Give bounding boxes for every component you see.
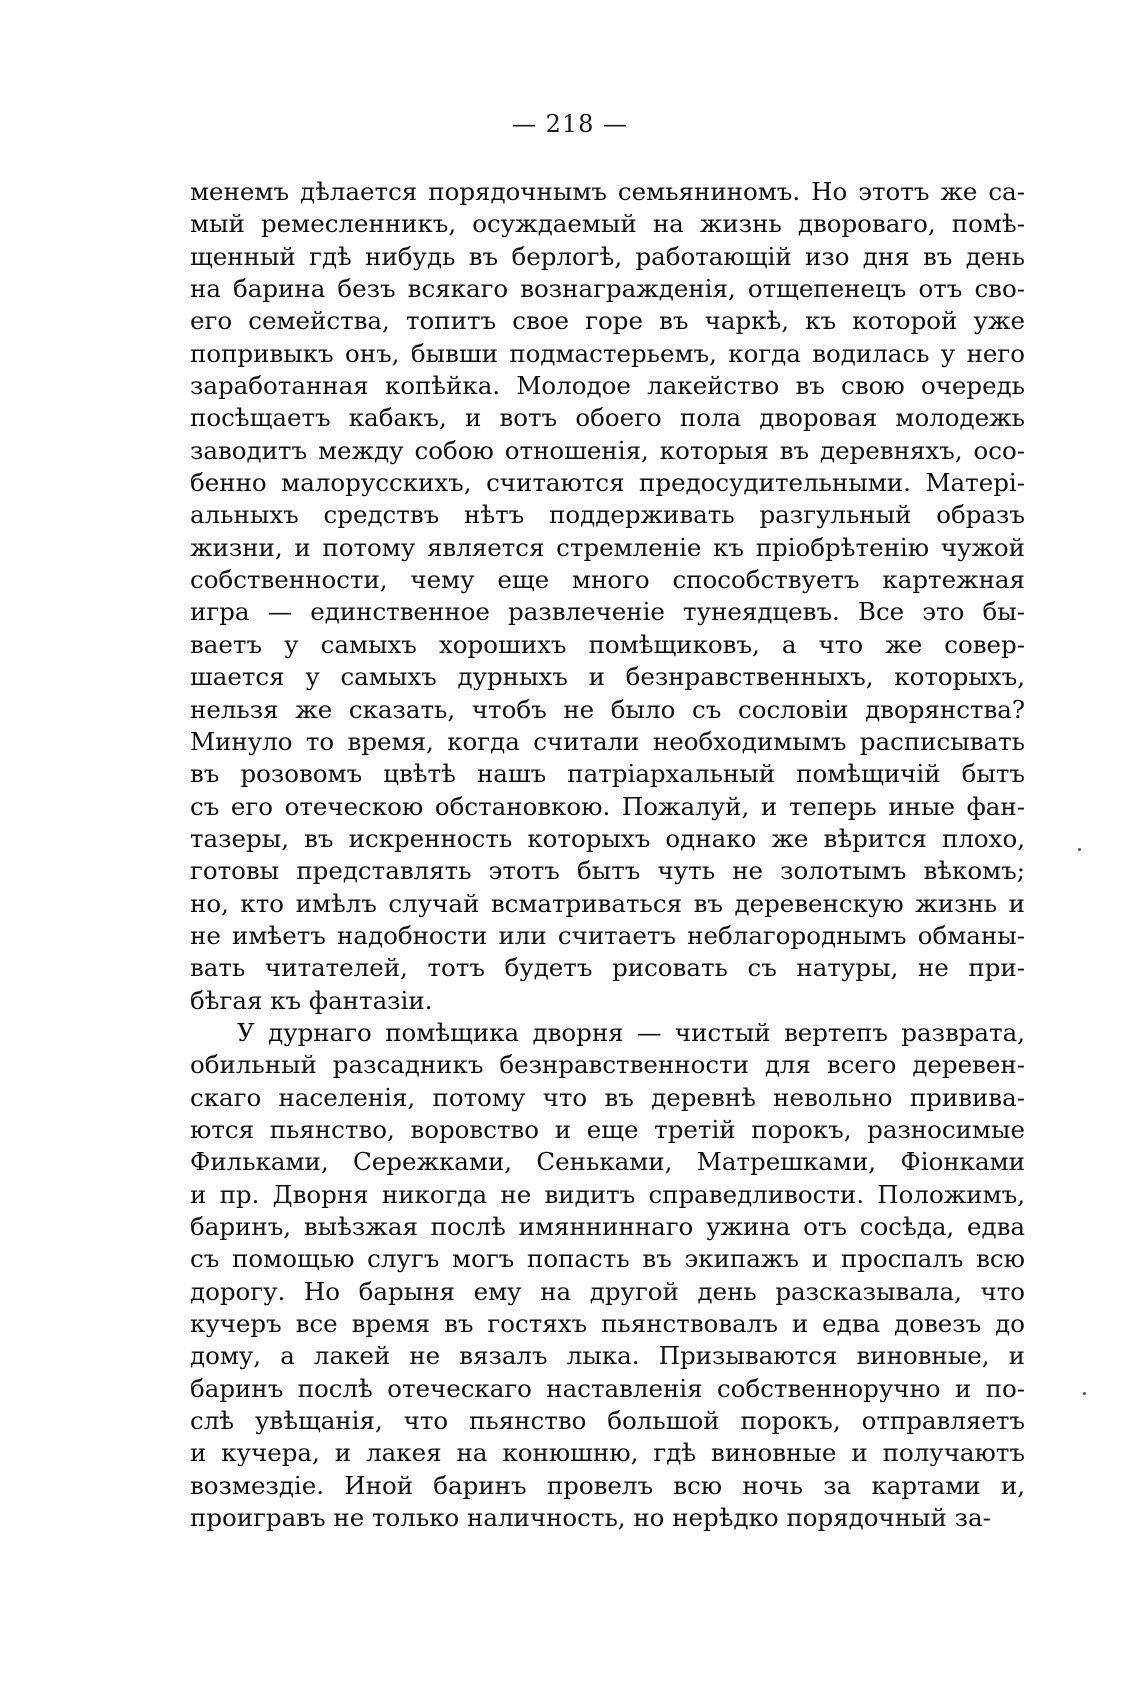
text-line: попривыкъ онъ, бывши подмастерьемъ, когда водилась у него: [190, 338, 1025, 368]
body-text: [190, 176, 1025, 1534]
text-line: дорогу. Но барыня ему на другой день разсказывала, что: [190, 1276, 1025, 1306]
text-line: и кучера, и лакея на конюшню, гдѣ виновные и получаютъ: [190, 1438, 1025, 1468]
text-line: заводитъ между собою отношенія, которыя въ деревняхъ, осо-: [190, 435, 1025, 465]
text-line: ются пьянство, воровство и еще третій порокъ, разносимые: [190, 1114, 1025, 1144]
text-line: обильный разсадникъ безнравственности для всего деревен-: [190, 1050, 1025, 1080]
text-line: заработанная копѣйка. Молодое лакейство въ свою очередь: [190, 371, 1025, 401]
text-line: игра — единственное развлеченіе тунеядцевъ. Все это бы-: [190, 597, 1025, 627]
text-line: бѣгая къ фантазіи.: [190, 985, 433, 1015]
text-line: но, кто имѣлъ случай всматриваться въ деревенскую жизнь и: [190, 888, 1025, 918]
text-line: альныхъ средствъ нѣтъ поддерживать разгульный образъ: [190, 500, 1025, 530]
text-line: посѣщаетъ кабакъ, и вотъ обоего пола дворовая молодежь: [190, 403, 1025, 433]
text-line: дому, а лакей не вязалъ лыка. Призываются виновные, и: [190, 1341, 1025, 1371]
text-line: собственности, чему еще много способствуетъ картежная: [190, 565, 1025, 595]
text-line: нельзя же сказать, чтобъ не было съ сословіи дворянства?: [190, 694, 1025, 724]
text-line: Минуло то время, когда считали необходимымъ расписывать: [190, 726, 1025, 756]
page-number: — 218 —: [511, 110, 629, 138]
text-line: на барина безъ всякаго вознагражденія, отщепенецъ отъ сво-: [190, 274, 1025, 304]
text-line: проигравъ не только наличность, но нерѣдко порядочный за-: [190, 1503, 991, 1533]
text-line: и пр. Дворня никогда не видитъ справедливости. Положимъ,: [190, 1179, 1025, 1209]
text-line: менемъ дѣлается порядочнымъ семьяниномъ. Но этотъ же са-: [190, 177, 1025, 206]
print-speck: [1078, 848, 1081, 851]
text-line: жизни, и потому является стремленіе къ пріобрѣтенію чужой: [190, 532, 1025, 562]
text-line: Фильками, Сережками, Сеньками, Матрешками, Фіонками: [190, 1147, 1025, 1177]
text-line: У дурнаго помѣщика дворня — чистый вертепъ разврата,: [237, 1017, 1025, 1047]
text-line: шается у самыхъ дурныхъ и безнравственныхъ, которыхъ,: [190, 662, 1025, 692]
text-line: возмездіе. Иной баринъ провелъ всю ночь за картами и,: [190, 1470, 1025, 1500]
text-line: съ его отеческою обстановкою. Пожалуй, и теперь иные фан-: [190, 791, 1025, 821]
text-line: кучеръ все время въ гостяхъ пьянствовалъ и едва довезъ до: [190, 1309, 1025, 1339]
text-line: слѣ увѣщанія, что пьянство большой порокъ, отправляетъ: [190, 1406, 1025, 1436]
text-line: скаго населенія, потому что въ деревнѣ невольно привива-: [190, 1082, 1025, 1112]
print-speck: [1083, 1392, 1086, 1395]
text-line: щенный гдѣ нибудь въ берлогѣ, работающій изо дня въ день: [190, 241, 1025, 271]
text-line: не имѣетъ надобности или считаетъ неблагороднымъ обманы-: [190, 920, 1025, 950]
text-line: мый ремесленникъ, осуждаемый на жизнь двороваго, помѣ-: [190, 209, 1025, 239]
text-line: бенно малорусскихъ, считаются предосудительными. Матері-: [190, 468, 1025, 498]
text-line: тазеры, въ искренность которыхъ однако же вѣрится плохо,: [190, 823, 1025, 853]
text-line: ваетъ у самыхъ хорошихъ помѣщиковъ, а что же совер-: [190, 629, 1025, 659]
text-line: готовы представлять этотъ бытъ чуть не золотымъ вѣкомъ;: [190, 856, 1025, 886]
text-line: въ розовомъ цвѣтѣ нашъ патріархальный помѣщичій бытъ: [190, 759, 1025, 789]
text-line: его семейства, топитъ свое горе въ чаркѣ, къ которой уже: [190, 306, 1025, 336]
text-line: съ помощью слугъ могъ попасть въ экипажъ и проспалъ всю: [190, 1244, 1025, 1274]
text-line: баринъ послѣ отеческаго наставленія собственноручно и по-: [190, 1373, 1025, 1403]
text-line: вать читателей, тотъ будетъ рисовать съ натуры, не при-: [190, 953, 1025, 983]
text-line: баринъ, выѣзжая послѣ имянниннаго ужина отъ сосѣда, едва: [190, 1212, 1025, 1241]
